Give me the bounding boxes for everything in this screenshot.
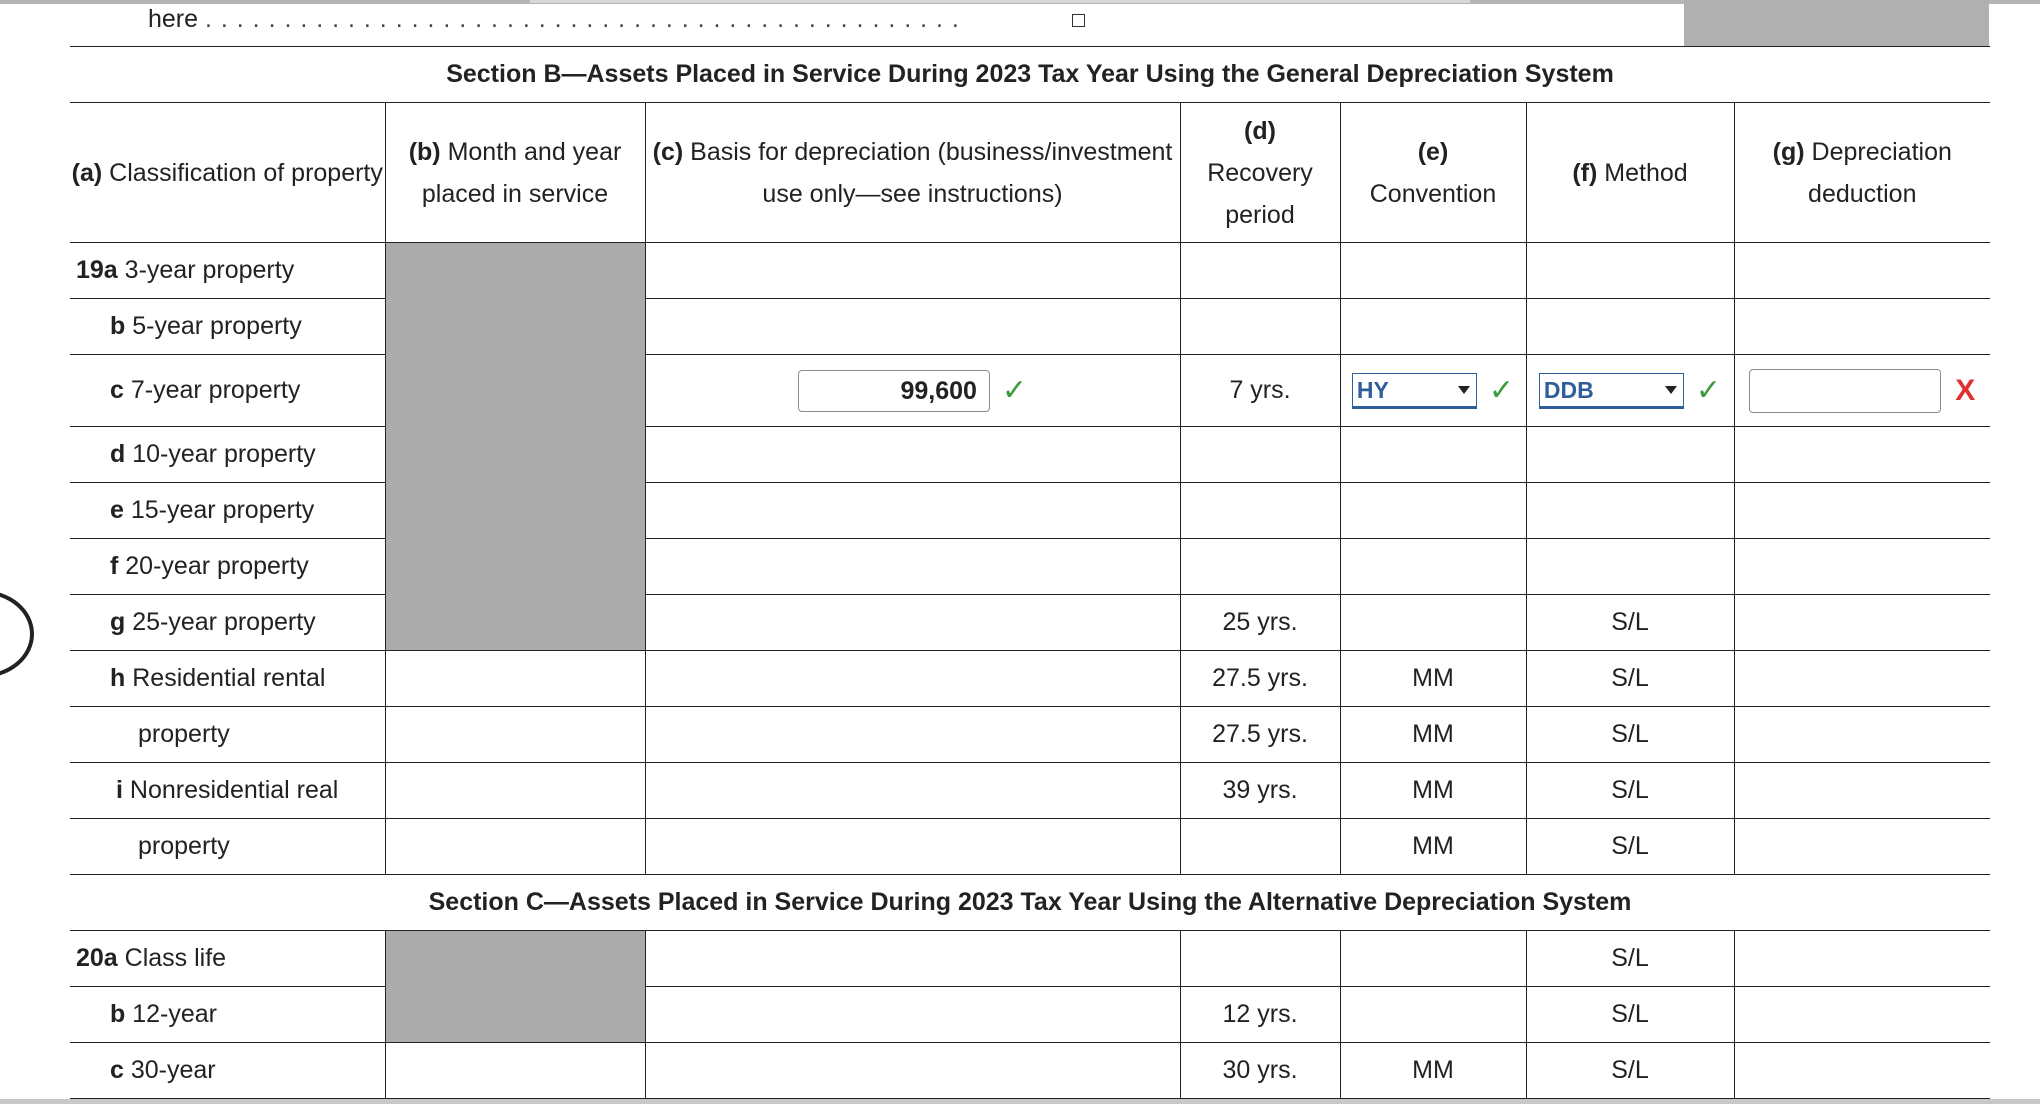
- here-line: [148, 6, 960, 32]
- method-cell[interactable]: [1526, 299, 1734, 355]
- convention-cell[interactable]: [1340, 539, 1526, 595]
- method-cell[interactable]: [1526, 427, 1734, 483]
- deduction-cell[interactable]: [1734, 539, 1990, 595]
- table-row: [70, 1043, 1990, 1099]
- row-label: h Residential rental: [70, 651, 385, 707]
- convention-cell: MM: [1340, 707, 1526, 763]
- convention-cell[interactable]: [1340, 595, 1526, 651]
- table-row: [70, 707, 1990, 763]
- basis-cell[interactable]: [645, 427, 1180, 483]
- method-select[interactable]: DDB: [1539, 373, 1684, 409]
- period-cell: [1180, 819, 1340, 875]
- table-row: [70, 987, 1990, 1043]
- table-row: [70, 243, 1990, 299]
- row-label: f 20-year property: [70, 539, 385, 595]
- deduction-cell[interactable]: [1734, 931, 1990, 987]
- deduction-input[interactable]: [1749, 369, 1941, 413]
- basis-cell[interactable]: [645, 819, 1180, 875]
- row-label: property: [70, 819, 385, 875]
- period-cell: 12 yrs.: [1180, 987, 1340, 1043]
- table-row: [70, 299, 1990, 355]
- basis-cell[interactable]: [645, 299, 1180, 355]
- table-row: [70, 595, 1990, 651]
- row-label: c 7-year property: [70, 355, 385, 427]
- period-cell: 7 yrs.: [1180, 355, 1340, 427]
- deduction-cell[interactable]: [1734, 299, 1990, 355]
- deduction-cell: [1734, 355, 1990, 427]
- basis-cell[interactable]: [645, 243, 1180, 299]
- period-cell: 39 yrs.: [1180, 763, 1340, 819]
- header-b: (b) Month and year placed in service: [385, 103, 645, 243]
- bottom-border: [0, 1099, 2040, 1104]
- period-cell: 27.5 yrs.: [1180, 651, 1340, 707]
- header-a: (a) Classification of property: [70, 103, 385, 243]
- section-c-title-row: [70, 875, 1990, 931]
- method-cell: S/L: [1526, 931, 1734, 987]
- basis-cell[interactable]: [645, 595, 1180, 651]
- month-year-cell[interactable]: [385, 763, 645, 819]
- row-label: c 30-year: [70, 1043, 385, 1099]
- deduction-cell[interactable]: [1734, 1043, 1990, 1099]
- convention-cell[interactable]: [1340, 483, 1526, 539]
- convention-cell[interactable]: [1340, 299, 1526, 355]
- month-year-cell[interactable]: [385, 819, 645, 875]
- table-row: [70, 427, 1990, 483]
- shaded-amount-cell: [1684, 0, 1989, 46]
- table-row: [70, 651, 1990, 707]
- deduction-cell[interactable]: [1734, 763, 1990, 819]
- header-c: (c) Basis for depreciation (business/investment use only—see instructions): [645, 103, 1180, 243]
- table-row: [70, 819, 1990, 875]
- method-correct-check-icon: ✓: [1695, 374, 1722, 407]
- deduction-cell[interactable]: [1734, 483, 1990, 539]
- method-cell: S/L: [1526, 763, 1734, 819]
- shaded-month-year-cell: [385, 243, 645, 651]
- header-f: (f) Method: [1526, 103, 1734, 243]
- row-label: 19a 3-year property: [70, 243, 385, 299]
- row-label: b 5-year property: [70, 299, 385, 355]
- period-cell: [1180, 539, 1340, 595]
- method-cell: S/L: [1526, 707, 1734, 763]
- period-cell: [1180, 931, 1340, 987]
- deduction-cell[interactable]: [1734, 243, 1990, 299]
- row-label: d 10-year property: [70, 427, 385, 483]
- month-year-cell[interactable]: [385, 651, 645, 707]
- month-year-cell[interactable]: [385, 707, 645, 763]
- shaded-month-year-cell: [385, 931, 645, 1043]
- table-row: [70, 931, 1990, 987]
- section-b-title: Section B—Assets Placed in Service During 2023 Tax Year Using the General Depreciation System: [70, 47, 1990, 103]
- method-cell: S/L: [1526, 651, 1734, 707]
- convention-correct-check-icon: ✓: [1488, 374, 1515, 407]
- convention-cell: [1340, 355, 1526, 427]
- method-cell: S/L: [1526, 1043, 1734, 1099]
- row-label: e 15-year property: [70, 483, 385, 539]
- table-row: [70, 763, 1990, 819]
- method-cell[interactable]: [1526, 243, 1734, 299]
- deduction-cell[interactable]: [1734, 427, 1990, 483]
- row-label: 20a Class life: [70, 931, 385, 987]
- chevron-down-icon: [1458, 386, 1470, 394]
- convention-cell[interactable]: [1340, 243, 1526, 299]
- deduction-cell[interactable]: [1734, 707, 1990, 763]
- period-cell: 30 yrs.: [1180, 1043, 1340, 1099]
- deduction-cell[interactable]: [1734, 595, 1990, 651]
- convention-select[interactable]: HY: [1352, 373, 1477, 409]
- period-cell: [1180, 483, 1340, 539]
- section-b-title-row: [70, 47, 1990, 103]
- table-row: [70, 539, 1990, 595]
- convention-cell: [1340, 931, 1526, 987]
- deduction-incorrect-x-icon: X: [1955, 373, 1976, 407]
- chevron-down-icon: [1665, 386, 1677, 394]
- period-cell: [1180, 299, 1340, 355]
- method-cell: S/L: [1526, 987, 1734, 1043]
- column-header-row: [70, 103, 1990, 243]
- convention-cell: MM: [1340, 819, 1526, 875]
- convention-cell: MM: [1340, 651, 1526, 707]
- period-cell: 25 yrs.: [1180, 595, 1340, 651]
- method-cell: [1526, 355, 1734, 427]
- method-cell[interactable]: [1526, 539, 1734, 595]
- row-label: b 12-year: [70, 987, 385, 1043]
- election-checkbox[interactable]: [1072, 14, 1085, 27]
- basis-cell[interactable]: [645, 763, 1180, 819]
- basis-cell[interactable]: [645, 1043, 1180, 1099]
- here-label: here: [148, 5, 199, 33]
- convention-cell[interactable]: [1340, 427, 1526, 483]
- convention-cell: MM: [1340, 763, 1526, 819]
- section-c-title: Section C—Assets Placed in Service During 2023 Tax Year Using the Alternative Depreciation System: [70, 875, 1990, 931]
- basis-cell[interactable]: [645, 539, 1180, 595]
- method-cell: S/L: [1526, 595, 1734, 651]
- period-cell: [1180, 427, 1340, 483]
- basis-cell[interactable]: [645, 707, 1180, 763]
- deduction-cell[interactable]: [1734, 651, 1990, 707]
- depreciation-table: [70, 46, 1990, 1099]
- header-e: (e) Convention: [1340, 103, 1526, 243]
- basis-cell[interactable]: [645, 987, 1180, 1043]
- scroll-handle-circle[interactable]: [0, 590, 34, 678]
- table-row: [70, 483, 1990, 539]
- header-g: (g) Depreciation deduction: [1734, 103, 1990, 243]
- table-row-7-year: [70, 355, 1990, 427]
- period-cell: 27.5 yrs.: [1180, 707, 1340, 763]
- basis-cell: [645, 355, 1180, 427]
- row-label: g 25-year property: [70, 595, 385, 651]
- top-border-highlight: [530, 0, 1470, 3]
- month-year-cell[interactable]: [385, 1043, 645, 1099]
- basis-cell[interactable]: [645, 483, 1180, 539]
- deduction-cell[interactable]: [1734, 987, 1990, 1043]
- basis-input[interactable]: 99,600: [798, 370, 990, 412]
- basis-cell[interactable]: [645, 651, 1180, 707]
- period-cell: [1180, 243, 1340, 299]
- method-cell: S/L: [1526, 819, 1734, 875]
- convention-cell: MM: [1340, 1043, 1526, 1099]
- row-label: property: [70, 707, 385, 763]
- leader-dots: . . . . . . . . . . . . . . . . . . . . . . . . . . . . . . . . . . . . . . . . . . . . . . . .: [205, 5, 960, 33]
- convention-cell: [1340, 987, 1526, 1043]
- basis-cell[interactable]: [645, 931, 1180, 987]
- header-d: (d) Recovery period: [1180, 103, 1340, 243]
- deduction-cell[interactable]: [1734, 819, 1990, 875]
- basis-correct-check-icon: ✓: [1001, 374, 1028, 407]
- method-cell[interactable]: [1526, 483, 1734, 539]
- row-label: i Nonresidential real: [70, 763, 385, 819]
